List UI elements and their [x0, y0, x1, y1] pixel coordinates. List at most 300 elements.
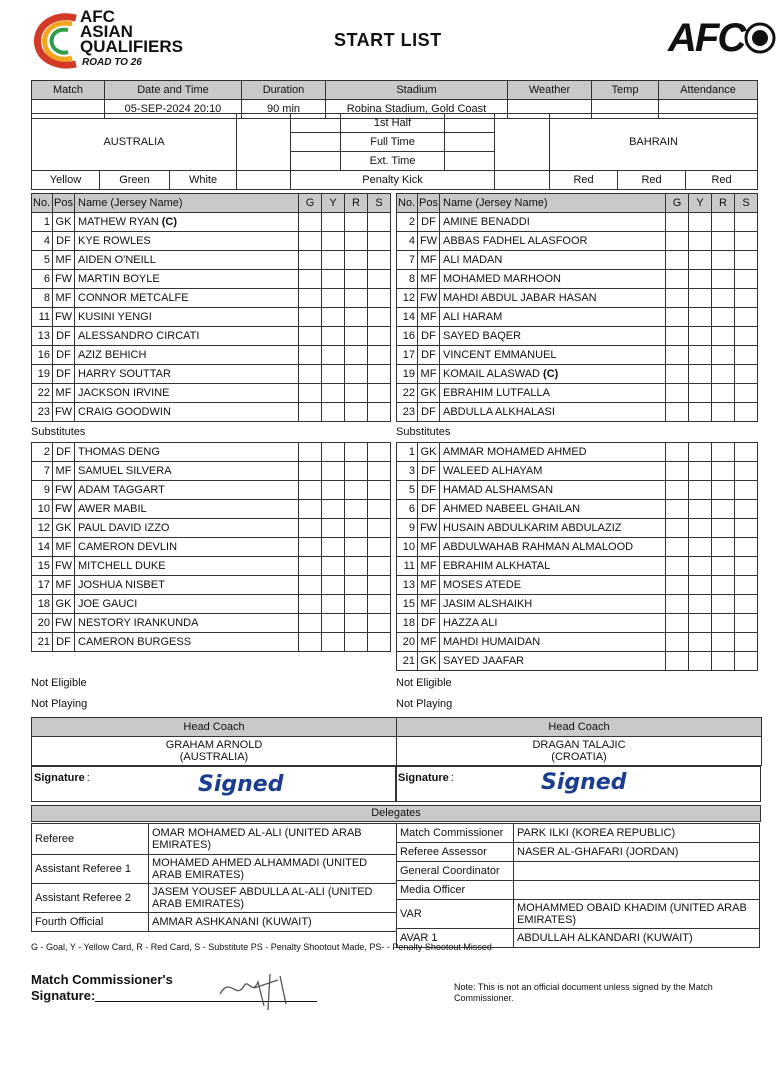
player-name — [75, 308, 299, 327]
red-card-cell — [712, 403, 735, 422]
player-name-text: AMMAR MOHAMED AHMED — [443, 445, 587, 458]
away-sub-row — [397, 481, 758, 500]
goals-cell — [666, 213, 689, 232]
red-card-cell — [345, 213, 368, 232]
player-position: FW — [418, 232, 440, 251]
label-weather: Weather — [508, 81, 592, 100]
delegate-coordinator-row — [397, 862, 760, 881]
away-starter-row — [397, 270, 758, 289]
away-sub-row — [397, 595, 758, 614]
red-card-cell — [345, 500, 368, 519]
away-starters-body — [397, 194, 758, 422]
player-position: DF — [418, 327, 440, 346]
red-card-cell — [345, 251, 368, 270]
sub-cell — [368, 519, 391, 538]
player-number: 16 — [397, 327, 418, 346]
player-position: MF — [53, 576, 75, 595]
goals-cell — [666, 557, 689, 576]
commissioner-sig-line2: Signature: — [31, 988, 96, 1003]
yellow-card-cell — [322, 232, 345, 251]
sub-cell — [735, 500, 758, 519]
goals-cell — [666, 443, 689, 462]
player-name — [440, 365, 666, 384]
player-number: 2 — [32, 443, 53, 462]
sub-cell — [368, 403, 391, 422]
player-name-text: MOHAMED MARHOON — [443, 272, 561, 285]
player-number: 15 — [397, 595, 418, 614]
player-name-text: MARTIN BOYLE — [78, 272, 160, 285]
red-card-cell — [712, 652, 735, 671]
player-position: GK — [53, 213, 75, 232]
yellow-card-cell — [322, 443, 345, 462]
goals-cell — [666, 538, 689, 557]
col-pos: Pos — [53, 194, 75, 213]
col-y: Y — [322, 194, 345, 213]
player-number: 14 — [397, 308, 418, 327]
away-signature-colon: : — [450, 772, 454, 784]
yellow-card-cell — [322, 519, 345, 538]
player-name — [75, 519, 299, 538]
red-card-cell — [345, 538, 368, 557]
sub-cell — [735, 652, 758, 671]
yellow-card-cell — [322, 251, 345, 270]
sub-cell — [368, 595, 391, 614]
away-kit-shorts: Red — [618, 171, 686, 190]
home-kit-shorts: Green — [100, 171, 170, 190]
player-name — [75, 346, 299, 365]
player-name-text: KOMAIL ALASWAD — [443, 367, 540, 380]
player-name — [440, 633, 666, 652]
handwritten-signature-icon — [214, 966, 294, 1016]
away-sub-row — [397, 443, 758, 462]
red-card-cell — [345, 365, 368, 384]
player-position: MF — [418, 595, 440, 614]
col-s: S — [735, 194, 758, 213]
player-number: 18 — [397, 614, 418, 633]
yellow-card-cell — [689, 289, 712, 308]
player-position: MF — [418, 308, 440, 327]
player-name — [75, 232, 299, 251]
commissioner-sig-line1: Match Commissioner's — [31, 972, 173, 987]
home-1st-half — [291, 114, 341, 133]
yellow-card-cell — [689, 538, 712, 557]
player-position: MF — [53, 289, 75, 308]
col-pos: Pos — [418, 194, 440, 213]
player-name — [440, 500, 666, 519]
player-number: 12 — [397, 289, 418, 308]
player-name-text: JASIM ALSHAIKH — [443, 597, 533, 610]
away-sub-row — [397, 500, 758, 519]
player-number: 11 — [397, 557, 418, 576]
goals-cell — [299, 595, 322, 614]
home-coach-cell — [32, 737, 397, 766]
captain-badge: (C) — [158, 215, 177, 228]
player-name-text: VINCENT EMMANUEL — [443, 348, 557, 361]
home-sub-row — [32, 462, 391, 481]
yellow-card-cell — [689, 403, 712, 422]
yellow-card-cell — [689, 327, 712, 346]
away-starter-row — [397, 308, 758, 327]
away-sub-row — [397, 538, 758, 557]
legend-text: G - Goal, Y - Yellow Card, R - Red Card, S - Substitute PS - Penalty Shootout Made, PS- - Penalty Shootout Missed — [31, 942, 492, 952]
yellow-card-cell — [322, 538, 345, 557]
delegates-left-table — [31, 823, 397, 932]
player-position: DF — [418, 346, 440, 365]
yellow-card-cell — [689, 576, 712, 595]
col-y: Y — [689, 194, 712, 213]
red-card-cell — [712, 557, 735, 576]
player-name-text: AZIZ BEHICH — [78, 348, 147, 361]
goals-cell — [299, 289, 322, 308]
yellow-card-cell — [689, 633, 712, 652]
red-card-cell — [345, 614, 368, 633]
player-name — [75, 365, 299, 384]
yellow-card-cell — [689, 232, 712, 251]
player-number: 14 — [32, 538, 53, 557]
home-signature-label — [34, 772, 90, 784]
col-no: No. — [397, 194, 418, 213]
player-name — [440, 462, 666, 481]
away-kit-socks: Red — [686, 171, 758, 190]
player-name — [75, 481, 299, 500]
player-name — [75, 633, 299, 652]
red-card-cell — [712, 270, 735, 289]
player-name-text: ALI HARAM — [443, 310, 503, 323]
home-starter-row — [32, 289, 391, 308]
red-card-cell — [712, 232, 735, 251]
red-card-cell — [712, 289, 735, 308]
red-card-cell — [712, 519, 735, 538]
player-number: 20 — [397, 633, 418, 652]
goals-cell — [666, 365, 689, 384]
away-sub-row — [397, 557, 758, 576]
yellow-card-cell — [689, 595, 712, 614]
sub-cell — [368, 251, 391, 270]
home-starters-header — [32, 194, 391, 213]
label-match: Match — [32, 81, 105, 100]
away-coach-nation: (CROATIA) — [551, 751, 607, 763]
away-starters-table — [396, 193, 758, 422]
player-name — [440, 614, 666, 633]
goals-cell — [299, 232, 322, 251]
delegate-role: Media Officer — [397, 881, 514, 900]
player-name-text: SAYED BAQER — [443, 329, 522, 342]
player-number: 2 — [397, 213, 418, 232]
goals-cell — [299, 538, 322, 557]
sub-cell — [735, 213, 758, 232]
player-position: FW — [53, 614, 75, 633]
player-name — [75, 595, 299, 614]
yellow-card-cell — [322, 557, 345, 576]
yellow-card-cell — [322, 384, 345, 403]
delegate-ar1-row — [32, 855, 397, 884]
label-date-time: Date and Time — [105, 81, 242, 100]
yellow-card-cell — [322, 365, 345, 384]
red-card-cell — [345, 270, 368, 289]
sub-cell — [735, 557, 758, 576]
away-substitutes-label: Substitutes — [396, 426, 451, 438]
sub-cell — [735, 346, 758, 365]
yellow-card-cell — [689, 519, 712, 538]
player-position: MF — [53, 251, 75, 270]
goals-cell — [299, 481, 322, 500]
home-score-cell — [237, 114, 291, 171]
delegate-name: AMMAR ASHKANANI (KUWAIT) — [149, 913, 397, 932]
away-sub-row — [397, 614, 758, 633]
player-position: GK — [53, 595, 75, 614]
away-full-time — [445, 133, 495, 152]
player-name-text: ABDULLA ALKHALASI — [443, 405, 555, 418]
delegates-right-table — [396, 823, 760, 948]
away-starter-row — [397, 365, 758, 384]
player-number: 5 — [397, 481, 418, 500]
player-number: 9 — [32, 481, 53, 500]
goals-cell — [666, 289, 689, 308]
period-ext-time: Ext. Time — [341, 152, 445, 171]
red-card-cell — [712, 595, 735, 614]
away-starters-header — [397, 194, 758, 213]
player-name — [75, 443, 299, 462]
away-subs-table — [396, 442, 758, 671]
player-name — [440, 652, 666, 671]
player-position: FW — [53, 270, 75, 289]
score-table — [31, 113, 758, 190]
player-name — [440, 232, 666, 251]
goals-cell — [299, 327, 322, 346]
player-position: GK — [53, 519, 75, 538]
col-r: R — [712, 194, 735, 213]
yellow-card-cell — [689, 614, 712, 633]
player-number: 15 — [32, 557, 53, 576]
player-name-text: EBRAHIM LUTFALLA — [443, 386, 550, 399]
player-number: 18 — [32, 595, 53, 614]
player-name-text: SAYED JAAFAR — [443, 654, 525, 667]
goals-cell — [666, 576, 689, 595]
goals-cell — [299, 403, 322, 422]
player-name — [440, 327, 666, 346]
home-sub-row — [32, 633, 391, 652]
delegate-name: MOHAMED AHMED ALHAMMADI (UNITED ARAB EMIRATES) — [149, 855, 397, 884]
yellow-card-cell — [689, 270, 712, 289]
red-card-cell — [712, 327, 735, 346]
yellow-card-cell — [322, 327, 345, 346]
red-card-cell — [712, 443, 735, 462]
player-position: DF — [418, 403, 440, 422]
player-position: DF — [53, 443, 75, 462]
player-name — [440, 289, 666, 308]
player-number: 6 — [397, 500, 418, 519]
red-card-cell — [712, 500, 735, 519]
player-name — [75, 500, 299, 519]
home-sub-row — [32, 595, 391, 614]
player-name — [75, 384, 299, 403]
afc-globe-icon — [744, 22, 776, 54]
delegate-role: Referee — [32, 824, 149, 855]
player-name — [75, 213, 299, 232]
away-subs-body — [397, 443, 758, 671]
goals-cell — [666, 595, 689, 614]
player-name-text: MITCHELL DUKE — [78, 559, 166, 572]
label-duration: Duration — [242, 81, 326, 100]
player-number: 7 — [397, 251, 418, 270]
home-sub-row — [32, 443, 391, 462]
red-card-cell — [345, 557, 368, 576]
red-card-cell — [712, 213, 735, 232]
goals-cell — [666, 500, 689, 519]
player-position: MF — [418, 251, 440, 270]
delegate-role: General Coordinator — [397, 862, 514, 881]
home-subs-table — [31, 442, 391, 652]
goals-cell — [299, 443, 322, 462]
red-card-cell — [345, 595, 368, 614]
sub-cell — [735, 576, 758, 595]
player-number: 22 — [32, 384, 53, 403]
player-position: DF — [418, 500, 440, 519]
label-temp: Temp — [592, 81, 659, 100]
away-not-eligible: Not Eligible — [396, 677, 452, 689]
home-signed-text: Signed — [198, 772, 284, 797]
away-head-coach-label: Head Coach — [397, 718, 762, 737]
home-penalty-cell — [237, 171, 291, 190]
player-name-text: ALESSANDRO CIRCATI — [78, 329, 200, 342]
yellow-card-cell — [322, 270, 345, 289]
red-card-cell — [712, 633, 735, 652]
away-sub-row — [397, 462, 758, 481]
goals-cell — [666, 384, 689, 403]
home-subs-body — [32, 443, 391, 652]
yellow-card-cell — [689, 500, 712, 519]
delegate-ar2-row — [32, 884, 397, 913]
red-card-cell — [345, 443, 368, 462]
sub-cell — [735, 443, 758, 462]
player-name — [75, 251, 299, 270]
delegate-name: NASER AL-GHAFARI (JORDAN) — [514, 843, 760, 862]
value-duration: 90 min — [242, 100, 326, 119]
sub-cell — [735, 614, 758, 633]
yellow-card-cell — [322, 595, 345, 614]
goals-cell — [299, 365, 322, 384]
red-card-cell — [712, 251, 735, 270]
player-position: FW — [53, 403, 75, 422]
yellow-card-cell — [322, 346, 345, 365]
player-number: 21 — [397, 652, 418, 671]
player-position: DF — [53, 365, 75, 384]
col-r: R — [345, 194, 368, 213]
home-sub-row — [32, 614, 391, 633]
home-starter-row — [32, 384, 391, 403]
player-number: 23 — [397, 403, 418, 422]
home-coach-nation: (AUSTRALIA) — [179, 751, 249, 763]
yellow-card-cell — [689, 652, 712, 671]
goals-cell — [666, 403, 689, 422]
sub-cell — [368, 327, 391, 346]
player-name — [75, 614, 299, 633]
delegate-var-row — [397, 900, 760, 929]
sub-cell — [368, 384, 391, 403]
goals-cell — [666, 232, 689, 251]
player-name — [440, 270, 666, 289]
sub-cell — [735, 308, 758, 327]
player-number: 4 — [32, 232, 53, 251]
player-name-text: HARRY SOUTTAR — [78, 367, 171, 380]
away-signature-label-text: Signature — [398, 772, 449, 784]
red-card-cell — [345, 403, 368, 422]
delegate-name: OMAR MOHAMED AL-ALI (UNITED ARAB EMIRATES) — [149, 824, 397, 855]
col-s: S — [368, 194, 391, 213]
red-card-cell — [345, 232, 368, 251]
sub-cell — [735, 633, 758, 652]
red-card-cell — [345, 308, 368, 327]
yellow-card-cell — [689, 308, 712, 327]
goals-cell — [666, 519, 689, 538]
away-1st-half — [445, 114, 495, 133]
player-name — [75, 538, 299, 557]
sub-cell — [735, 519, 758, 538]
home-starter-row — [32, 308, 391, 327]
player-number: 8 — [397, 270, 418, 289]
afc-logo — [668, 16, 778, 62]
sub-cell — [368, 213, 391, 232]
yellow-card-cell — [689, 365, 712, 384]
delegate-name: PARK ILKI (KOREA REPUBLIC) — [514, 824, 760, 843]
player-name — [75, 403, 299, 422]
goals-cell — [666, 308, 689, 327]
yellow-card-cell — [322, 289, 345, 308]
player-number: 23 — [32, 403, 53, 422]
delegate-name: JASEM YOUSEF ABDULLA AL-ALI (UNITED ARAB EMIRATES) — [149, 884, 397, 913]
sub-cell — [735, 232, 758, 251]
home-starter-row — [32, 327, 391, 346]
player-name-text: MAHDI ABDUL JABAR HASAN — [443, 291, 597, 304]
red-card-cell — [712, 346, 735, 365]
player-name-text: MATHEW RYAN — [78, 215, 159, 228]
sub-cell — [368, 557, 391, 576]
player-name-text: NESTORY IRANKUNDA — [78, 616, 199, 629]
disclaimer-note: Note: This is not an official document unless signed by the Match Commissioner. — [454, 982, 713, 1003]
yellow-card-cell — [322, 481, 345, 500]
sub-cell — [735, 403, 758, 422]
home-sub-row — [32, 481, 391, 500]
sub-cell — [735, 384, 758, 403]
yellow-card-cell — [322, 614, 345, 633]
sub-cell — [735, 327, 758, 346]
player-name — [440, 403, 666, 422]
red-card-cell — [712, 481, 735, 500]
goals-cell — [299, 576, 322, 595]
sub-cell — [735, 365, 758, 384]
player-name-text: AMINE BENADDI — [443, 215, 530, 228]
kits-row — [32, 171, 758, 190]
player-name — [75, 327, 299, 346]
logo-text-qualifiers: QUALIFIERS — [80, 37, 183, 56]
player-number: 8 — [32, 289, 53, 308]
logo-text-afc: AFC — [80, 7, 115, 26]
player-number: 16 — [32, 346, 53, 365]
away-signature-label — [398, 772, 454, 784]
match-info-header-row — [32, 81, 758, 100]
player-number: 13 — [32, 327, 53, 346]
home-sub-row — [32, 538, 391, 557]
player-name — [75, 557, 299, 576]
delegate-role: Match Commissioner — [397, 824, 514, 843]
player-number: 13 — [397, 576, 418, 595]
delegate-role: Referee Assessor — [397, 843, 514, 862]
player-number: 19 — [32, 365, 53, 384]
home-sub-row — [32, 557, 391, 576]
goals-cell — [666, 614, 689, 633]
goals-cell — [666, 462, 689, 481]
home-substitutes-label: Substitutes — [31, 426, 86, 438]
